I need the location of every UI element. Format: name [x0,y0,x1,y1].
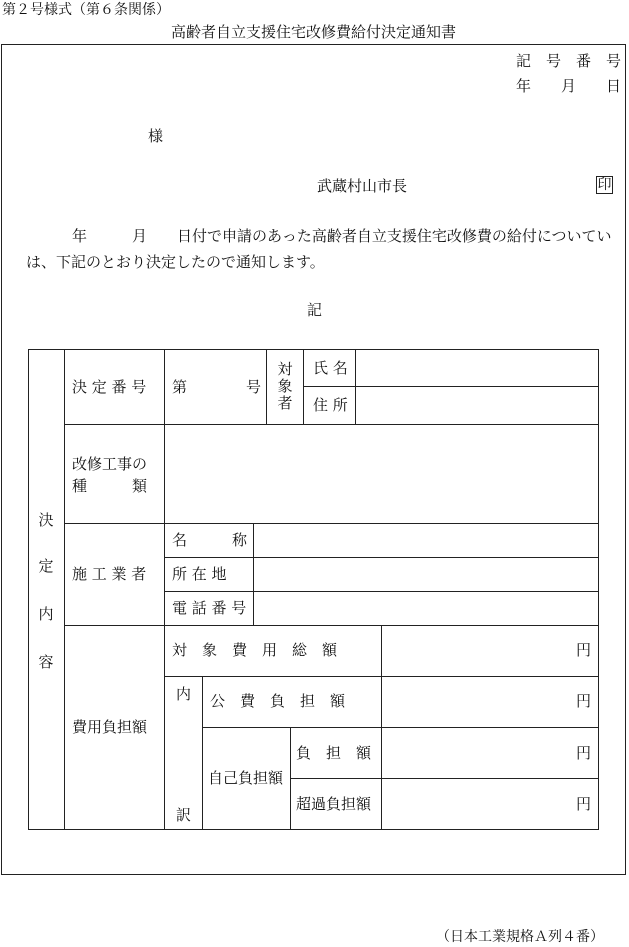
target-label-char-3: 者 [277,394,293,412]
target-address-label: 住 所 [313,396,348,414]
side-label-char-4: 容 [38,653,54,671]
contractor-label: 施 工 業 者 [72,565,147,583]
excess-burden-label: 超過負担額 [296,795,372,813]
decision-number-prefix: 第 [172,378,188,396]
total-cost-label: 対 象 費 用 総 額 [172,641,338,659]
self-burden-amount-label: 負 担 額 [296,744,372,762]
recipient-honorific: 様 [148,127,164,145]
contractor-location-label: 所 在 地 [172,565,227,583]
side-label-char-2: 定 [38,557,54,575]
work-type-label-line-1: 改修工事の [72,455,148,473]
target-label-char-1: 対 [277,360,293,378]
body-line-1: 年 月 日付で申請のあった高齢者自立支援住宅改修費の給付についてい [72,227,612,245]
self-burden-label: 自己負担額 [208,769,284,787]
side-label-char-3: 内 [38,605,54,623]
public-burden-yen: 円 [576,692,592,710]
work-type-label-line-2: 種 類 [72,477,148,495]
document-title: 高齢者自立支援住宅改修費給付決定通知書 [171,23,457,41]
decision-number-label: 決 定 番 号 [72,378,147,396]
ki-heading: 記 [307,301,323,319]
paper-size-note: （日本工業規格Ａ列４番） [436,929,604,945]
breakdown-label-top: 内 [176,685,192,703]
contractor-phone-label: 電 話 番 号 [172,599,247,617]
decision-number-suffix: 号 [246,378,262,396]
issuer-name: 武蔵村山市長 [317,177,408,195]
target-name-label: 氏 名 [313,359,348,377]
cost-burden-label: 費用負担額 [72,718,148,736]
self-burden-amount-yen: 円 [576,744,592,762]
seal-mark: 印 [597,177,612,193]
excess-burden-yen: 円 [576,795,592,813]
contractor-name-label: 名 称 [172,531,248,549]
date-label: 年 月 日 [516,77,622,95]
target-label-char-2: 象 [277,377,293,395]
total-cost-yen: 円 [576,641,592,659]
breakdown-label-bottom: 訳 [176,806,192,824]
body-line-2: は、下記のとおり決定したので通知します。 [26,253,325,271]
form-number: 第２号様式（第６条関係） [2,2,170,18]
public-burden-label: 公 費 負 担 額 [210,692,346,710]
reference-number-label: 記 号 番 号 [516,52,622,70]
side-label-char-1: 決 [38,511,54,529]
